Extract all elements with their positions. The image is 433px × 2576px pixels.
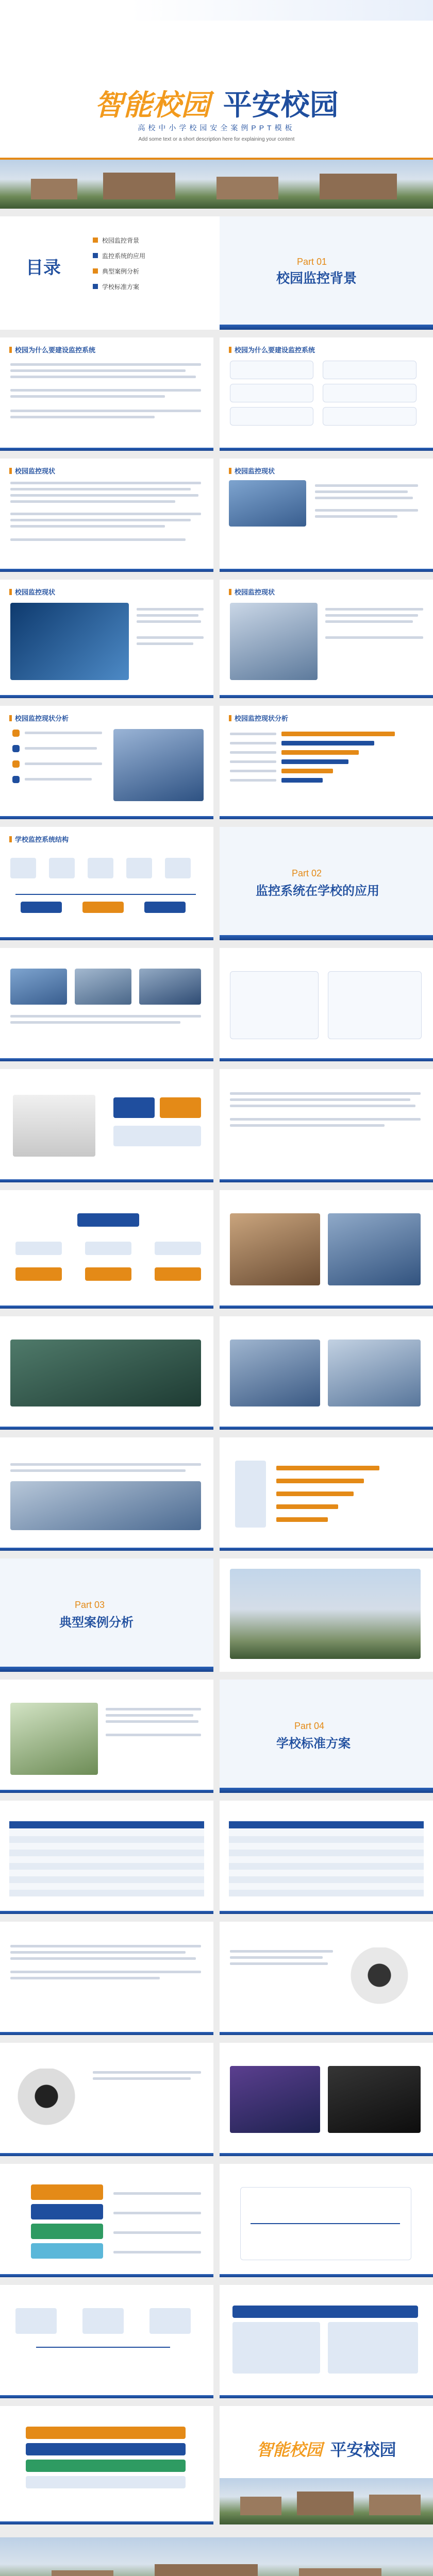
part01-label: Part 01 <box>297 257 327 267</box>
slide-title: 校园监控现状 <box>9 466 55 476</box>
content-slide <box>220 1316 433 1430</box>
monitor-wall <box>10 603 129 680</box>
photo <box>139 969 201 1005</box>
content-slide <box>220 1190 433 1309</box>
content-slide <box>0 2164 213 2277</box>
part02-slide <box>220 827 433 940</box>
part01-title: 校园监控背景 <box>276 270 357 286</box>
part04-slide <box>220 1680 433 1793</box>
photo <box>230 1340 320 1406</box>
part04-title: 学校标准方案 <box>276 1737 351 1751</box>
part03-label: Part 03 <box>75 1600 105 1610</box>
slide-title: 校园监控现状 <box>229 466 275 476</box>
content-slide <box>220 1558 433 1672</box>
part02-title: 监控系统在学校的应用 <box>256 884 379 898</box>
part02-label: Part 02 <box>292 868 322 878</box>
photo <box>230 1213 320 1285</box>
slide-title: 校园监控现状 <box>229 587 275 597</box>
content-slide <box>0 1680 213 1793</box>
copyright-slide <box>0 2537 433 2576</box>
photo <box>113 729 204 801</box>
campus-image <box>220 2478 433 2524</box>
photo-grid <box>230 603 318 680</box>
photo <box>75 969 131 1005</box>
photo <box>328 1213 421 1285</box>
content-slide <box>220 2043 433 2156</box>
toc-item-label: 典型案例分析 <box>102 268 140 275</box>
content-slide <box>0 948 213 1061</box>
slide-why-1 <box>0 337 213 451</box>
photo <box>328 1340 421 1406</box>
part04-label: Part 04 <box>294 1721 325 1731</box>
photo <box>10 969 67 1005</box>
photo <box>229 480 306 527</box>
cover-intro: Add some text or a short description here for explaining your content <box>138 137 295 142</box>
camera-row <box>13 1095 95 1157</box>
slide-why-2 <box>220 337 433 451</box>
slide-analysis-1 <box>0 706 213 819</box>
part03-title: 典型案例分析 <box>59 1616 134 1630</box>
content-slide <box>0 1922 213 2035</box>
cover-subtitle: 高校中小学校园安全案例PPT模板 <box>138 124 295 132</box>
content-slide <box>0 2406 213 2524</box>
campus-image <box>0 2537 433 2576</box>
content-slide <box>0 1069 213 1182</box>
toc-title: 目录 <box>26 258 61 278</box>
content-slide <box>0 2285 213 2398</box>
toc-item[interactable] <box>93 279 196 295</box>
photo <box>230 2066 320 2133</box>
part01-panel <box>220 216 433 330</box>
slide-analysis-2 <box>220 706 433 819</box>
slide-title: 校园为什么要建设监控系统 <box>229 345 315 354</box>
content-slide <box>0 2043 213 2156</box>
toc-item-label: 学校标准方案 <box>102 283 140 291</box>
slide-title: 校园监控现状分析 <box>229 713 288 723</box>
photo <box>10 1703 98 1775</box>
content-slide <box>220 1069 433 1182</box>
photo <box>328 2066 421 2133</box>
ending-title-a: 智能校园 <box>256 2441 323 2459</box>
photo <box>10 1340 201 1406</box>
content-slide <box>220 1437 433 1551</box>
toc-item[interactable] <box>93 264 196 279</box>
content-slide <box>220 2164 433 2277</box>
toc-slide <box>0 216 433 330</box>
camera-photo <box>343 1947 415 2009</box>
content-slide <box>220 948 433 1061</box>
content-slide <box>220 1922 433 2035</box>
table-slide <box>0 1801 213 1914</box>
campus-photo <box>230 1569 421 1659</box>
toc-item[interactable] <box>93 233 196 248</box>
slide-status-1 <box>0 459 213 572</box>
content-slide <box>220 2285 433 2398</box>
campus-image <box>0 160 433 209</box>
toc-item-label: 监控系统的应用 <box>102 252 146 260</box>
ending-slide <box>220 2406 433 2524</box>
part03-slide <box>0 1558 213 1672</box>
table-slide <box>220 1801 433 1914</box>
toc-list <box>93 233 196 295</box>
cover-slide <box>0 0 433 209</box>
slide-title: 校园监控现状 <box>9 587 55 597</box>
cover-title <box>0 82 433 124</box>
slide-status-3 <box>0 580 213 698</box>
toc-item[interactable] <box>93 248 196 264</box>
slide-structure <box>0 827 213 940</box>
content-slide <box>0 1437 213 1551</box>
toc-item-label: 校园监控背景 <box>102 237 140 244</box>
ending-title <box>220 2437 433 2461</box>
ending-title-b: 平安校园 <box>330 2441 396 2459</box>
slide-status-4 <box>220 580 433 698</box>
slide-title: 学校监控系统结构 <box>9 834 69 844</box>
content-slide <box>0 1316 213 1430</box>
cover-title-b: 平安校园 <box>223 89 339 121</box>
slide-title: 校园监控现状分析 <box>9 713 69 723</box>
content-slide <box>0 1190 213 1309</box>
slide-title: 校园为什么要建设监控系统 <box>9 345 95 354</box>
slide-status-2 <box>220 459 433 572</box>
camera-photo <box>10 2069 82 2130</box>
photo <box>10 1481 201 1530</box>
cover-title-a: 智能校园 <box>94 89 210 121</box>
top-banner <box>0 0 433 21</box>
